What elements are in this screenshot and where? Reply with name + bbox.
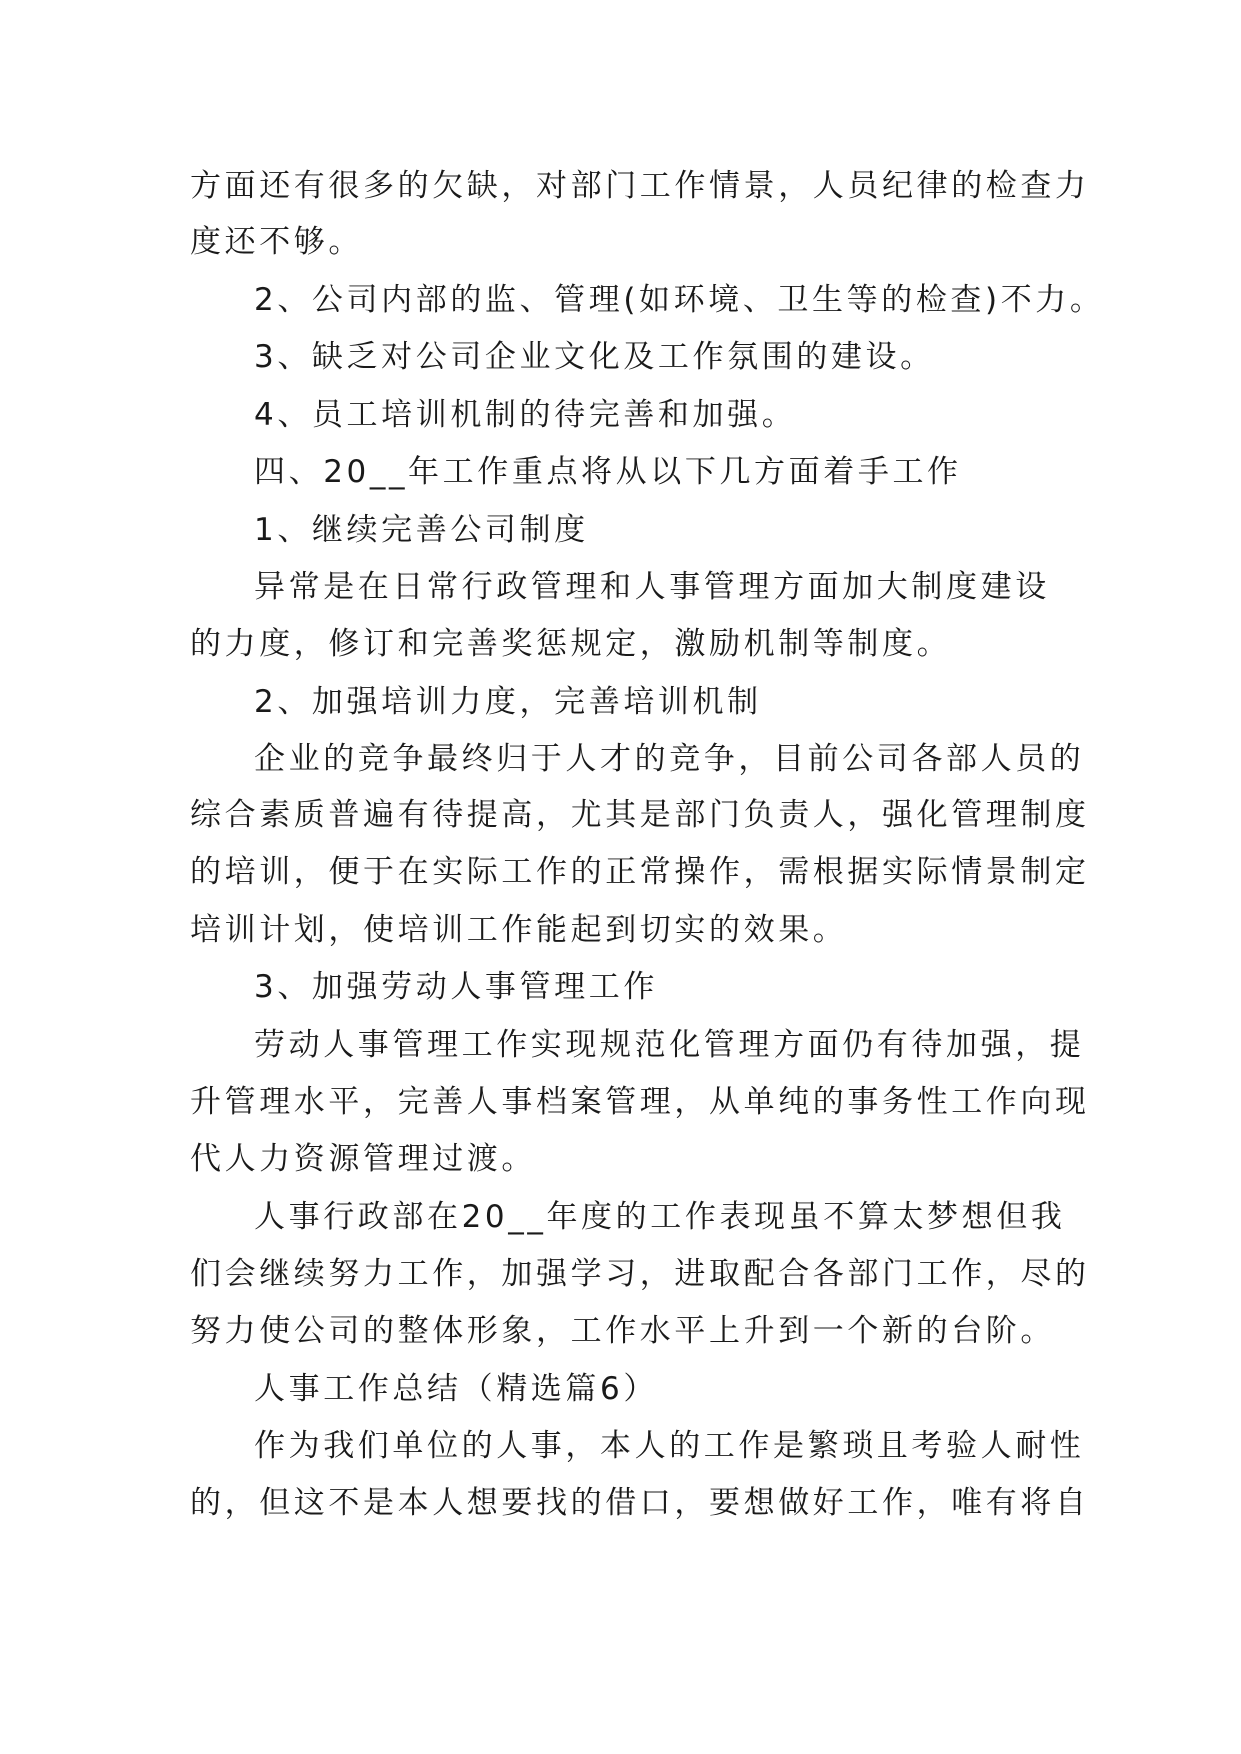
text-line: 综合素质普遍有待提高，尤其是部门负责人，强化管理制度 bbox=[190, 797, 1090, 833]
subsection-heading: 3、加强劳动人事管理工作 bbox=[254, 969, 658, 1005]
list-item: 3、缺乏对公司企业文化及工作氛围的建设。 bbox=[254, 339, 935, 375]
text-line: 的力度，修订和完善奖惩规定，激励机制等制度。 bbox=[190, 626, 952, 662]
section-heading: 四、20__年工作重点将从以下几方面着手工作 bbox=[254, 454, 962, 490]
text-line: 异常是在日常行政管理和人事管理方面加大制度建设 bbox=[254, 569, 1050, 605]
text-line: 方面还有很多的欠缺，对部门工作情景，人员纪律的检查力 bbox=[190, 168, 1090, 204]
text-line: 们会继续努力工作，加强学习，进取配合各部门工作，尽的 bbox=[190, 1256, 1090, 1292]
text-line: 培训计划，使培训工作能起到切实的效果。 bbox=[190, 912, 848, 948]
text-line: 劳动人事管理工作实现规范化管理方面仍有待加强，提 bbox=[254, 1027, 1085, 1063]
subsection-heading: 2、加强培训力度，完善培训机制 bbox=[254, 684, 762, 720]
text-line: 企业的竞争最终归于人才的竞争，目前公司各部人员的 bbox=[254, 741, 1085, 777]
list-item: 4、员工培训机制的待完善和加强。 bbox=[254, 397, 797, 433]
list-item: 2、公司内部的监、管理(如环境、卫生等的检查)不力。 bbox=[254, 282, 1105, 318]
text-line: 的培训，便于在实际工作的正常操作，需根据实际情景制定 bbox=[190, 854, 1090, 890]
text-line: 努力使公司的整体形象，工作水平上升到一个新的台阶。 bbox=[190, 1313, 1055, 1349]
text-line: 作为我们单位的人事，本人的工作是繁琐且考验人耐性 bbox=[254, 1428, 1085, 1464]
text-line: 度还不够。 bbox=[190, 224, 363, 260]
text-line: 的，但这不是本人想要找的借口，要想做好工作，唯有将自 bbox=[190, 1485, 1090, 1521]
text-line: 升管理水平，完善人事档案管理，从单纯的事务性工作向现 bbox=[190, 1084, 1090, 1120]
text-line: 人事行政部在20__年度的工作表现虽不算太梦想但我 bbox=[254, 1199, 1066, 1235]
subsection-heading: 1、继续完善公司制度 bbox=[254, 512, 589, 548]
text-line: 代人力资源管理过渡。 bbox=[190, 1141, 536, 1177]
section-heading: 人事工作总结（精选篇6） bbox=[254, 1371, 658, 1407]
